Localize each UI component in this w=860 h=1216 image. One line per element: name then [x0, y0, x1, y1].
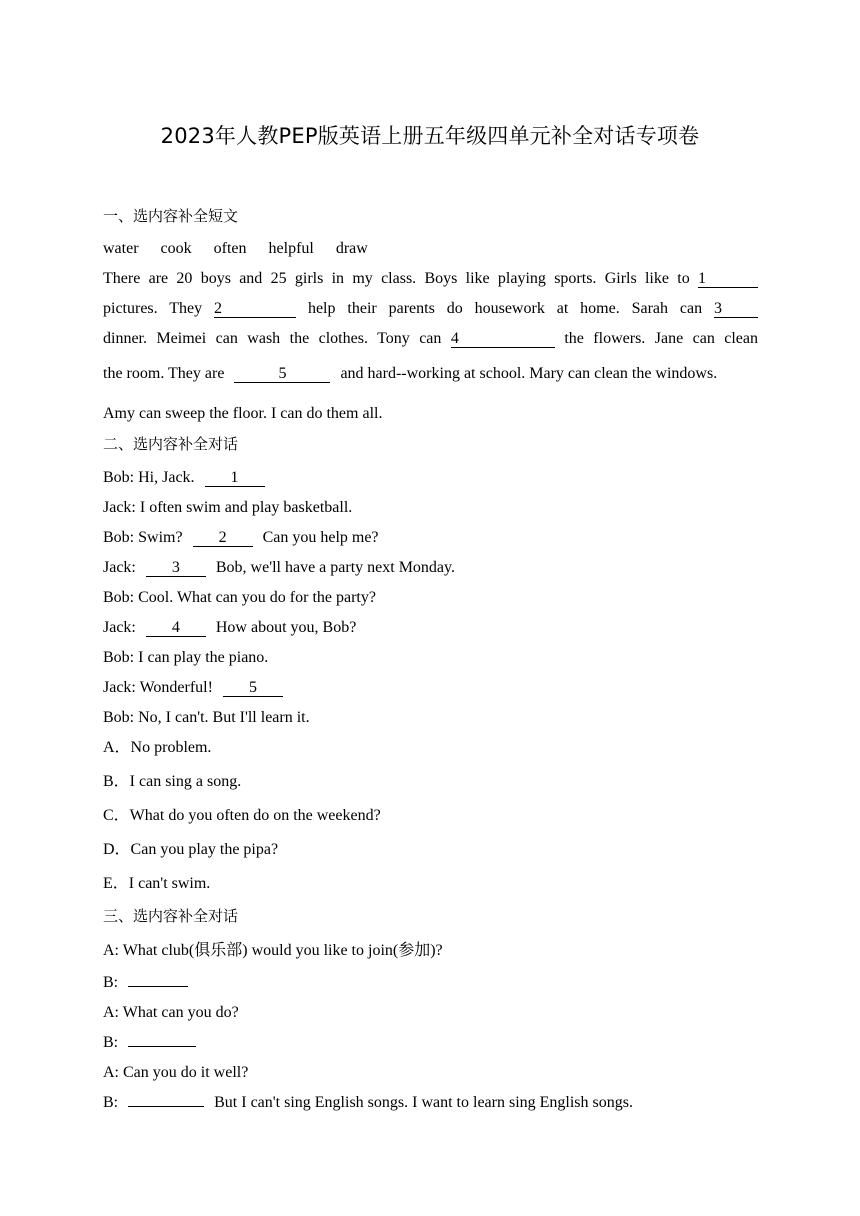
- blank-4: 4: [146, 619, 206, 637]
- dialogue-text: Bob: Swim?: [103, 529, 183, 546]
- dialogue-text: Jack:: [103, 619, 136, 636]
- dialogue-text: Jack: Wonderful!: [103, 679, 213, 696]
- dialogue-line: [103, 973, 188, 993]
- dialogue-text: How about you, Bob?: [215, 619, 357, 636]
- word-bank: [103, 239, 390, 259]
- dialogue-line: [103, 528, 379, 548]
- word-bank-item: cook: [160, 240, 192, 257]
- passage-text: and hard--working at school. Mary can clean the windows.: [340, 365, 718, 382]
- answer-blank: [128, 1106, 204, 1107]
- passage-line-3: [103, 329, 758, 349]
- dialogue-text: Jack:: [103, 559, 136, 576]
- dialogue-text: Bob, we'll have a party next Monday.: [215, 559, 455, 576]
- word-bank-item: often: [213, 240, 247, 257]
- page-title: 2023年人教PEP版英语上册五年级四单元补全对话专项卷: [160, 124, 700, 148]
- passage-text: help their parents do housework at home. Sarah can: [307, 300, 703, 317]
- dialogue-text: Can you help me?: [262, 529, 379, 546]
- option-c: C．What do you often do on the weekend?: [103, 807, 381, 824]
- word-bank-item: water: [103, 240, 139, 257]
- option-d: D．Can you play the pipa?: [103, 841, 279, 858]
- dialogue-line: A: What club(俱乐部) would you like to join(参加)?: [103, 942, 443, 959]
- dialogue-line: Bob: No, I can't. But I'll learn it.: [103, 709, 310, 726]
- blank-1: 1: [205, 469, 265, 487]
- passage-line-2: [103, 299, 758, 319]
- dialogue-line: A: What can you do?: [103, 1004, 239, 1021]
- passage-text: pictures. They: [103, 300, 203, 317]
- dialogue-line: A: Can you do it well?: [103, 1064, 249, 1081]
- dialogue-line: [103, 618, 356, 638]
- blank-2: 2: [193, 529, 253, 547]
- blank-5: 5: [223, 679, 283, 697]
- dialogue-text: B:: [103, 1034, 119, 1051]
- passage-text: the flowers. Jane can clean: [564, 330, 759, 347]
- section-3-heading: 三、选内容补全对话: [103, 907, 239, 925]
- blank-2: 2: [214, 300, 296, 318]
- blank-4: 4: [451, 330, 555, 348]
- dialogue-text: B:: [103, 974, 119, 991]
- dialogue-text: B:: [103, 1094, 119, 1111]
- option-a: A．No problem.: [103, 739, 212, 756]
- passage-line-5: Amy can sweep the floor. I can do them all.: [103, 405, 383, 422]
- blank-3: 3: [714, 300, 758, 318]
- passage-line-1: [103, 269, 758, 289]
- blank-1: 1: [698, 270, 758, 288]
- word-bank-item: helpful: [268, 240, 314, 257]
- word-bank-item: draw: [335, 240, 368, 257]
- section-2-heading: 二、选内容补全对话: [103, 435, 239, 453]
- dialogue-line: [103, 1033, 196, 1053]
- dialogue-line: Jack: I often swim and play basketball.: [103, 499, 353, 516]
- passage-text: the room. They are: [103, 365, 225, 382]
- passage-line-4: [103, 364, 717, 384]
- answer-blank: [128, 986, 188, 987]
- dialogue-line: [103, 468, 265, 488]
- dialogue-line: Bob: Cool. What can you do for the party?: [103, 589, 376, 606]
- passage-text: There are 20 boys and 25 girls in my class. Boys like playing sports. Girls like to: [103, 270, 690, 287]
- dialogue-text: Bob: Hi, Jack.: [103, 469, 195, 486]
- blank-3: 3: [146, 559, 206, 577]
- dialogue-line: Bob: I can play the piano.: [103, 649, 269, 666]
- blank-5: 5: [234, 365, 330, 383]
- option-e: E．I can't swim.: [103, 875, 211, 892]
- section-1-heading: 一、选内容补全短文: [103, 207, 239, 225]
- option-b: B．I can sing a song.: [103, 773, 242, 790]
- dialogue-line: [103, 678, 283, 698]
- dialogue-line: [103, 558, 455, 578]
- answer-blank: [128, 1046, 196, 1047]
- dialogue-line: [103, 1093, 633, 1113]
- passage-text: dinner. Meimei can wash the clothes. Tony can: [103, 330, 442, 347]
- dialogue-text: But I can't sing English songs. I want to learn sing English songs.: [214, 1094, 633, 1111]
